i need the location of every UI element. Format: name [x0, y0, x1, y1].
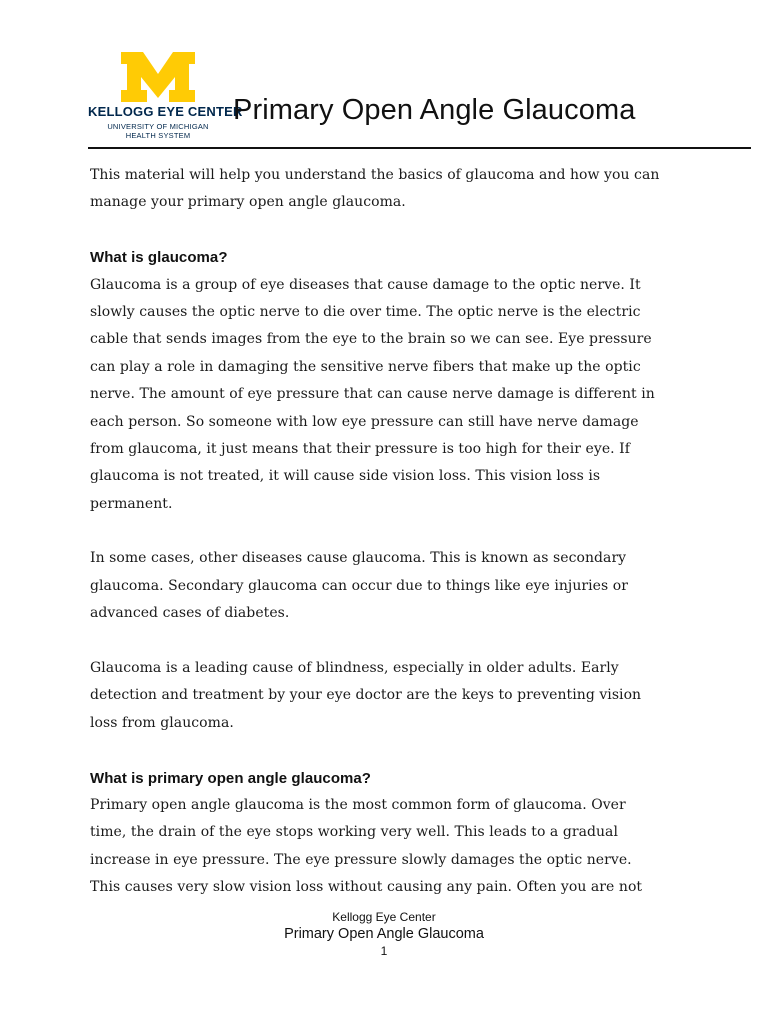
- title-divider: [88, 147, 751, 149]
- paragraph: [90, 792, 690, 902]
- logo-name: KELLOGG EYE CENTER: [88, 104, 243, 119]
- text-line: slowly causes the optic nerve to die over time. The optic nerve is the electric: [90, 303, 641, 320]
- text-line: detection and treatment by your eye doctor are the keys to preventing vision: [90, 687, 642, 704]
- text-line: each person. So someone with low eye pressure can still have nerve damage: [90, 413, 639, 430]
- logo-subtitle: [88, 122, 228, 140]
- text-line: loss from glaucoma.: [90, 714, 234, 731]
- text-line: Glaucoma is a leading cause of blindness, especially in older adults. Early: [90, 660, 619, 677]
- text-line: cable that sends images from the eye to the brain so we can see. Eye pressure: [90, 331, 652, 348]
- intro-paragraph: [90, 162, 690, 217]
- paragraph: [90, 655, 690, 737]
- paragraph: [90, 272, 690, 519]
- text-line: This material will help you understand the basics of glaucoma and how you can: [90, 167, 660, 183]
- block-m-icon: [121, 52, 195, 102]
- paragraph: [90, 545, 690, 627]
- page-number: 1: [380, 944, 388, 958]
- text-line: time, the drain of the eye stops working very well. This leads to a gradual: [90, 824, 618, 841]
- document-title: Primary Open Angle Glaucoma: [233, 94, 636, 126]
- text-line: Glaucoma is a group of eye diseases that cause damage to the optic nerve. It: [90, 276, 641, 293]
- text-line: glaucoma is not treated, it will cause side vision loss. This vision loss is: [90, 468, 601, 485]
- text-line: glaucoma. Secondary glaucoma can occur due to things like eye injuries or: [90, 577, 628, 594]
- text-line: from glaucoma, it just means that their pressure is too high for their eye. If: [90, 440, 630, 457]
- section-heading-what-is-glaucoma: What is glaucoma?: [90, 249, 228, 267]
- text-line: can play a role in damaging the sensitive nerve fibers that make up the optic: [90, 358, 641, 375]
- section-heading-primary-open-angle: What is primary open angle glaucoma?: [90, 769, 372, 787]
- text-line: nerve. The amount of eye pressure that can cause nerve damage is different in: [90, 386, 655, 403]
- text-line: In some cases, other diseases cause glaucoma. This is known as secondary: [90, 550, 627, 567]
- footer-organization: Kellogg Eye Center: [332, 910, 436, 924]
- text-line: Primary open angle glaucoma is the most common form of glaucoma. Over: [90, 796, 626, 813]
- document-body: [90, 162, 690, 902]
- text-line: This causes very slow vision loss without causing any pain. Often you are not: [90, 879, 643, 896]
- logo-subline-2: HEALTH SYSTEM: [125, 131, 191, 140]
- text-line: manage your primary open angle glaucoma.: [90, 194, 406, 211]
- logo-subline-1: UNIVERSITY OF MICHIGAN: [107, 122, 209, 131]
- text-line: advanced cases of diabetes.: [90, 605, 290, 622]
- text-line: permanent.: [90, 495, 173, 512]
- kellogg-logo: [88, 52, 243, 142]
- text-line: increase in eye pressure. The eye pressure slowly damages the optic nerve.: [90, 851, 632, 868]
- footer-title: Primary Open Angle Glaucoma: [284, 926, 484, 942]
